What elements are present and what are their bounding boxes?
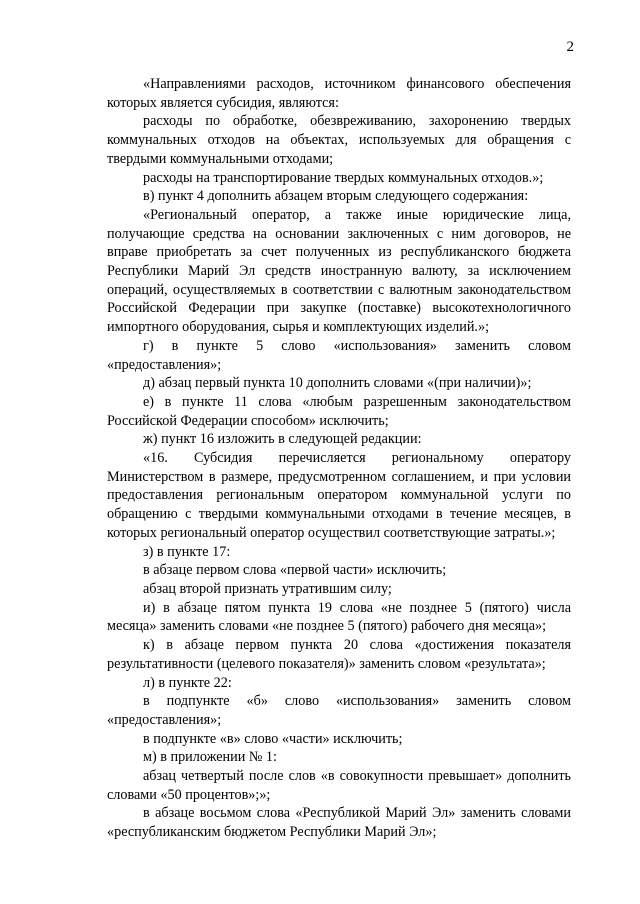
paragraph: е) в пункте 11 слова «любым разрешенным законодательством Российской Федерации способом» исключить; (107, 393, 571, 429)
paragraph: в абзаце первом слова «первой части» исключить; (143, 562, 447, 579)
paragraph: абзац второй признать утратившим силу; (143, 580, 392, 597)
paragraph: в абзаце восьмом слова «Республикой Марий Эл» заменить словами «республиканским бюджетом Республики Марий Эл»; (107, 805, 571, 841)
paragraph: г) в пункте 5 слово «использования» заменить словом «предоставления»; (107, 337, 571, 373)
paragraph: д) абзац первый пункта 10 дополнить словами «(при наличии)»; (143, 375, 532, 392)
paragraph: ж) пункт 16 изложить в следующей редакции: (143, 431, 422, 448)
document-body (107, 75, 571, 842)
paragraph: к) в абзаце первом пункта 20 слова «достижения показателя результативности (целевого показателя)» заменить словом «результата»; (107, 637, 571, 672)
paragraph: в подпункте «в» слово «части» исключить; (143, 730, 403, 747)
paragraph: з) в пункте 17: (143, 543, 231, 560)
paragraph: «Региональный оператор, а также иные юридические лица, получающие средства на основании заключенных с ним договоров, не вправе приобретать за счет полученных из республиканского бюджета Республики Марий Эл средств иностранную валюту, за исключением операций, осуществляемых в соответствии с валютным законодательством Российской Федерации при закупке (поставке) высокотехнологичного импортного оборудования, сырья и комплектующих изделий.»; (107, 206, 571, 336)
paragraph: расходы на транспортирование твердых коммунальных отходов.»; (143, 169, 544, 186)
paragraph: расходы по обработке, обезвреживанию, захоронению твердых коммунальных отходов на объектах, используемых для обращения с твердыми коммунальными отходами; (107, 113, 571, 167)
paragraph: и) в абзаце пятом пункта 19 слова «не позднее 5 (пятого) числа месяца» заменить словами «не позднее 5 (пятого) рабочего дня месяца»; (107, 599, 571, 635)
paragraph: «Направлениями расходов, источником финансового обеспечения которых является субсидия, являются: (107, 76, 571, 111)
paragraph: в подпункте «б» слово «использования» заменить словом «предоставления»; (107, 693, 571, 728)
paragraph: абзац четвертый после слов «в совокупности превышает» дополнить словами «50 процентов»;»; (107, 768, 571, 803)
paragraph: «16. Субсидия перечисляется региональному оператору Министерством в размере, предусмотренном соглашением, и при условии предоставления региональным оператором коммунальной услуги по обращению с твердыми коммунальными отходами в течение месяцев, в которых региональный оператор осуществил соответствующие затраты.»; (107, 450, 571, 541)
paragraph: м) в приложении № 1: (143, 749, 277, 766)
page-number: 2 (566, 39, 574, 55)
paragraph: в) пункт 4 дополнить абзацем вторым следующего содержания: (143, 188, 529, 205)
paragraph: л) в пункте 22: (143, 674, 232, 691)
